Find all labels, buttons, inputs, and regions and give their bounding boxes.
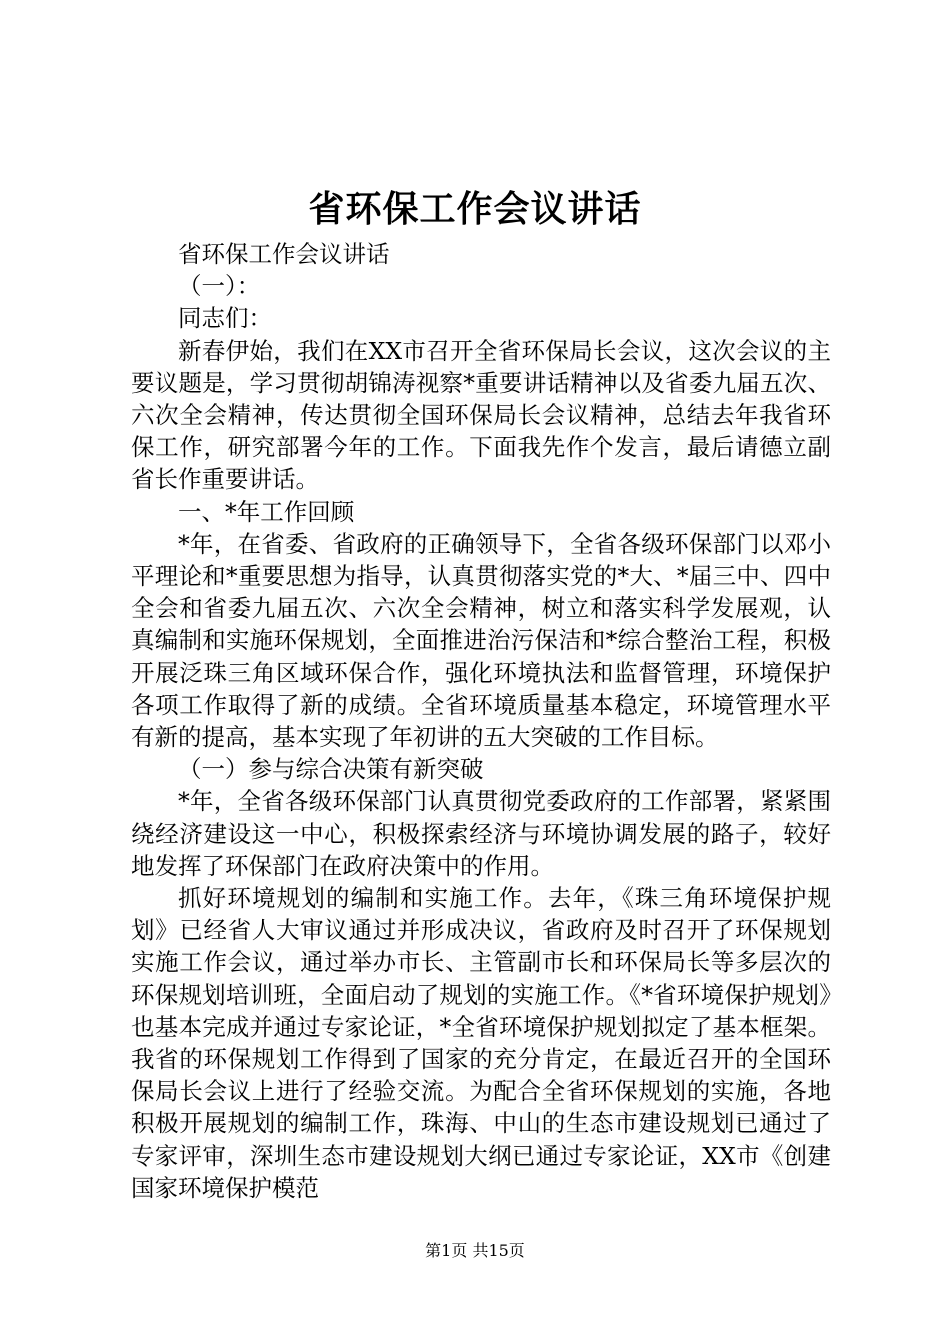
paragraph-review: *年，在省委、省政府的正确领导下，全省各级环保部门以邓小平理论和*重要思想为指导，认真贯彻落实党的*大、*届三中、四中全会和省委九届五次、六次全会精神，树立和落实科学发展观，认真编制和实施环保规划，全面推进治污保洁和*综合整治工程，积极开展泛珠三角区域环保合作，强化环境执法和监督管理，环境保护各项工作取得了新的成绩。全省环境质量基本稳定，环境管理水平有新的提高，基本实现了年初讲的五大突破的工作目标。 <box>131 529 831 752</box>
paragraph-intro: 新春伊始，我们在XX市召开全省环保局长会议，这次会议的主要议题是，学习贯彻胡锦涛视察*重要讲话精神以及省委九届五次、六次全会精神，传达贯彻全国环保局长会议精神，总结去年我省环保工作，研究部署今年的工作。下面我先作个发言，最后请德立副省长作重要讲话。 <box>131 336 831 494</box>
subsection-heading-decision: （一）参与综合决策有新突破 <box>178 755 484 784</box>
paragraph-subtitle: 省环保工作会议讲话 <box>178 240 390 268</box>
document-body <box>131 238 831 1204</box>
paragraph-section-marker: （一）： <box>178 272 261 301</box>
paragraph-salutation: 同志们： <box>178 304 272 333</box>
paragraph-planning: 抓好环境规划的编制和实施工作。去年，《珠三角环境保护规划》已经省人大审议通过并形成决议，省政府及时召开了环保规划实施工作会议，通过举办市长、主管副市长和环保局长等多层次的环保规划培训班，全面启动了规划的实施工作。《*省环境保护规划》也基本完成并通过专家论证，*全省环境保护规划拟定了基本框架。我省的环保规划工作得到了国家的充分肯定，在最近召开的全国环保局长会议上进行了经验交流。为配合全省环保规划的实施，各地积极开展规划的编制工作，珠海、中山的生态市建设规划已通过了专家评审，深圳生态市建设规划大纲已通过专家论证，XX市《创建国家环境保护模范 <box>131 884 831 1202</box>
page-number-footer: 第1页 共15页 <box>425 1241 525 1260</box>
section-heading-review: 一、*年工作回顾 <box>178 497 355 526</box>
paragraph-decision: *年，全省各级环保部门认真贯彻党委政府的工作部署，紧紧围绕经济建设这一中心，积极探索经济与环境协调发展的路子，较好地发挥了环保部门在政府决策中的作用。 <box>131 787 831 880</box>
document-title: 省环保工作会议讲话 <box>308 188 642 230</box>
